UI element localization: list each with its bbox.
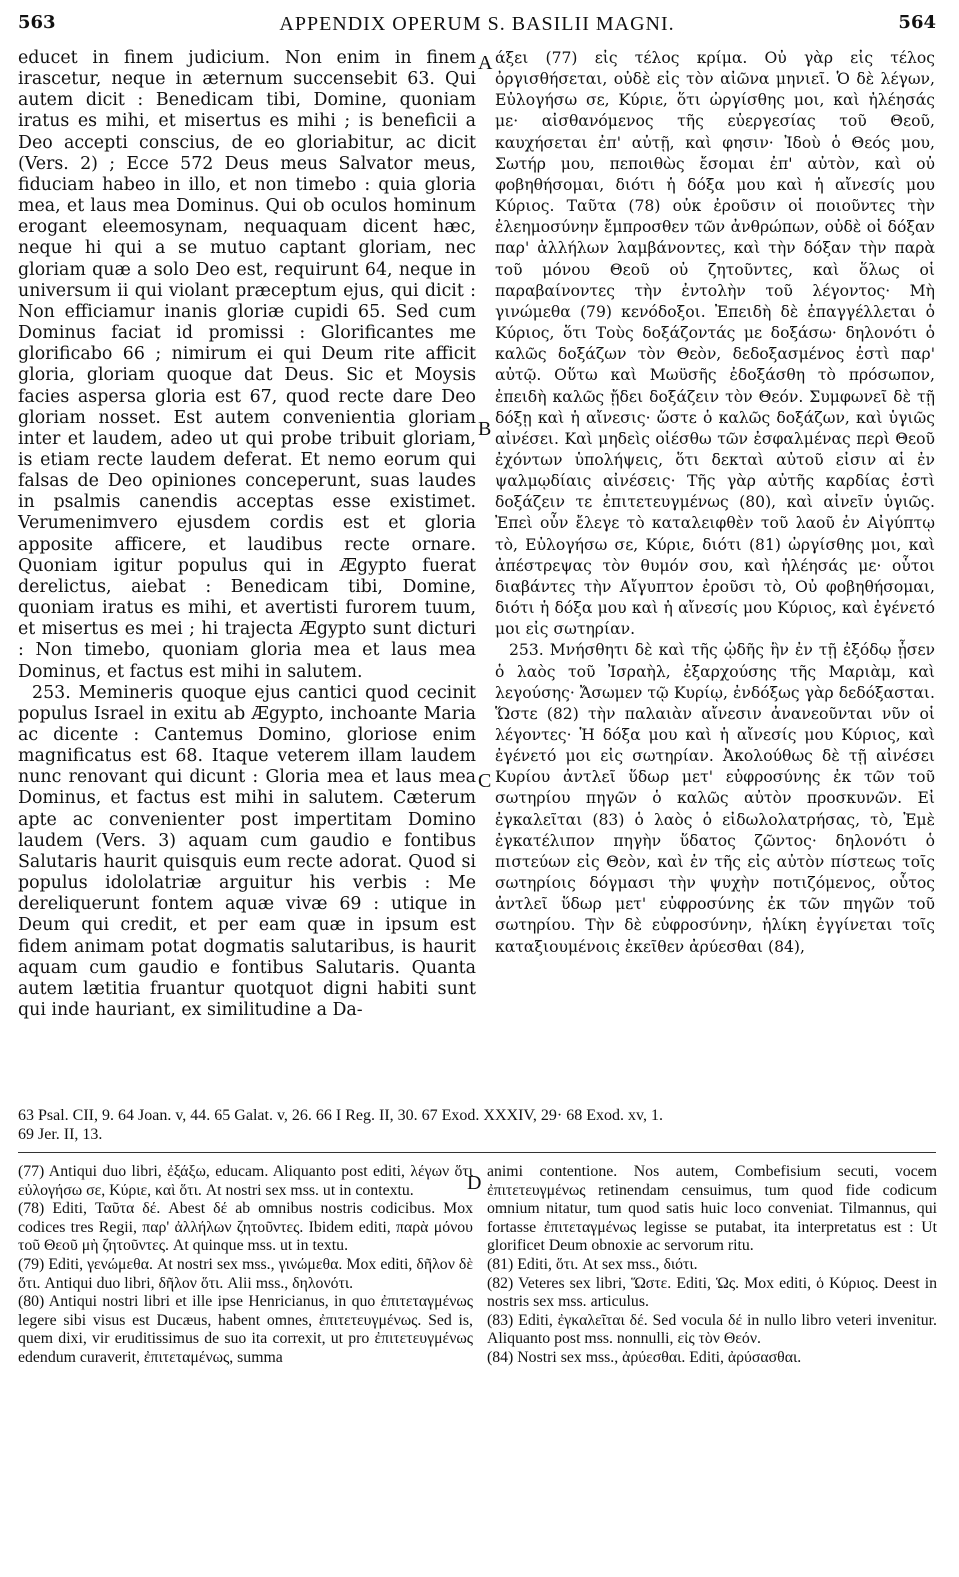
margin-letter-b: B [478, 418, 492, 440]
footnote-line-2: 69 Jer. II, 13. [18, 1126, 103, 1143]
margin-letter-a: A [478, 52, 493, 74]
margin-letter-d: D [467, 1172, 482, 1194]
note-78: (78) Editi, Ταῦτα δέ. Abest δέ ab omnibus nostris codicibus. Mox codices tres Regii, παρ' ἀλλήλων ζητοῦντες. Ibidem editi, παρὰ μόνου τοῦ Θεοῦ μὴ ζητοῦντες. At quinque mss. ut in textu. [18, 1200, 473, 1255]
margin-letter-c: C [478, 770, 492, 792]
critical-notes-left [18, 1163, 473, 1368]
running-title: APPENDIX OPERUM S. BASILII MAGNI. [279, 13, 675, 35]
note-77: (77) Antiqui duo libri, ἐξάξω, educam. Aliquanto post editi, λέγων ὅτι εὐλογήσω σε, Κύριε, καὶ ὅτι. At nostri sex mss. ut in contextu. [18, 1163, 473, 1199]
greek-paragraph-1: άξει (77) εἰς τέλος κρίμα. Οὐ γὰρ εἰς τέλος ὀργισθήσεται, οὐδὲ εἰς τὸν αἰῶνα μηνιεῖ. Ὁ δὲ λέγων, Εὐλογήσω σε, Κύριε, ὅτι ὠργίσθης μοι, καὶ ἠλέησάς με· αἰσθανόμενος τῆς εὐεργεσίας τοῦ Θεοῦ, καυχήσεται ἐπ' αὐτῇ, καὶ φησιν· Ἰδοὺ ὁ Θεός μου, Σωτήρ μου, πεποιθὼς ἔσομαι ἐπ' αὐτὸν, καὶ οὐ φοβηθήσομαι, διότι ἡ δόξα μου καὶ ἡ αἴνεσίς μου Κύριος. Ταῦτα (78) οὐκ ἐροῦσιν οἱ ποιοῦντες τὴν ἐλεημοσύνην ἔμπροσθεν τῶν ἀνθρώπων, οὐδὲ οἱ δόξαν παρ' ἀλλήλων λαμβάνοντες, καὶ τὴν δόξαν τὴν παρὰ τοῦ μόνου Θεοῦ οὐ ζητοῦντες, καὶ ὅλως οἱ παραβαίνοντες τὴν ἐντολὴν τοῦ λέγοντος· Μὴ γινώμεθα (79) κενόδοξοι. Ἐπειδὴ δὲ ἐπαγγέλλεται ὁ Κύριος, ὅτι Τοὺς δοξάζοντάς με δοξάσω· δηλονότι ὁ καλῶς δοξάζων τὸν Θεὸν, δεδοξασμένος ἐστὶ παρ' αὐτῷ. Οὕτω καὶ Μωϋσῆς ἐδοξάσθη τὸ πρόσωπον, ἐπειδὴ καλῶς ᾔδει δοξάζειν τὸν Θεόν. Συμφωνεῖ δὲ τῇ δόξῃ καὶ ἡ αἴνεσις· ὥστε ὁ καλῶς δοξάζων, καὶ ὑγιῶς αἰνέσει. Καὶ μηδεὶς οἰέσθω τῶν ἐσφαλμένας περὶ Θεοῦ ἐχόντων ὑπολήψεις, ὅτι δεκταὶ αὐτοῦ εἰσιν αἱ ἐν ψαλμῳδίαις αἰνέσεις· Τῆς γὰρ αὐτῆς καρδίας ἐστὶ δοξάζειν τε ἐπιτετευγμένως (80), καὶ αἰνεῖν ὑγιῶς. Ἐπεὶ οὖν ἔλεγε τὸ καταλειφθὲν τοῦ λαοῦ ἐν Αἰγύπτῳ τὸ, Εὐλογήσω σε, Κύριε, διότι (81) ὠργίσθης μοι, καὶ ἀπέστρεψας τὸν θυμόν σου, καὶ ἠλέησάς με· οὗτοι διαβάντες τὴν Αἴγυπτον ἐροῦσι τὸ, Οὐ φοβηθήσομαι, διότι ἡ δόξα μου καὶ ἡ αἴνεσίς μου Κύριος, καὶ ἐγένετό μοι εἰς σωτηρίαν. [495, 49, 935, 639]
latin-paragraph-1: educet in finem judicium. Non enim in finem irascetur, neque in æternum succensebit 63. Qui autem dicit : Benedicam tibi, Domine, quoniam iratus es mihi, et misertus es mihi ; is beneficii a Deo accepti conscius, de eo gloriabitur, ac dicit (Vers. 2) ; Ecce 572 Deus meus Salvator meus, fiduciam habeo in illo, et non timebo : quia gloria mea, et laus mea Dominus. Qui ob oculos hominum erogant eleemosynam, nequaquam dicent hæc, neque hi qui a se mutuo captant gloriam, nec gloriam quæ a solo Deo est, requirunt 64, neque in universum ii qui violant præceptum ejus, qui dicit : Non efficiamur inanis gloriæ cupidi 65. Sed cum Dominus faciat id promissi : Glorificantes me glorificabo 66 ; nimirum ei qui Deum rite afficit gloria, gloriam quoque dat Deus. Sic et Moysis facies aspersa gloria est 67, quod recte dare Deo gloriam nosset. Est autem convenientia gloriam inter et laudem, adeo ut qui probe tribuit gloriam, is etiam recte laudem deferat. Et nemo eorum qui falsas de Deo opiniones conceperunt, suas laudes in psalmis canendis acceptas esse existimet. Verumenimvero ejusdem cordis est et gloria apposite afficere, et laudibus recte ornare. Quoniam igitur populus qui in Ægypto fuerat derelictus, aiebat : Benedicam tibi, Domine, quoniam iratus es mihi, et avertisti furorem tuum, et misertus es mei ; hi trajecta Ægypto sunt dicturi : Non timebo, quoniam gloria mea et laus mea Dominus, et factus est mihi in salutem. [18, 48, 476, 682]
note-81: (81) Editi, ὅτι. At sex mss., διότι. [487, 1255, 698, 1273]
greek-paragraph-2: 253. Μνήσθητι δὲ καὶ τῆς ᾠδῆς ἣν ἐν τῇ ἐξόδῳ ᾖσεν ὁ λαὸς τοῦ Ἰσραὴλ, ἐξαρχούσης τῆς Μαριὰμ, καὶ λεγούσης· Ἄσωμεν τῷ Κυρίῳ, ἐνδόξως γὰρ δεδόξασται. Ὥστε (82) τὴν παλαιὰν αἴνεσιν ἀνανεοῦνται νῦν οἱ λέγοντες· Ἡ δόξα μου καὶ ἡ αἴνεσίς μου Κύριος, καὶ ἐγένετό μοι εἰς σωτηρίαν. Ἀκολούθως δὲ τῇ αἰνέσει Κυρίου ἀντλεῖ ὕδωρ μετ' εὐφροσύνης ἐκ τῶν τοῦ σωτηρίου πηγῶν ὁ καλῶς αὐτὸν προσκυνῶν. Εἰ ἐγκαλεῖται (83) ὁ λαὸς ὁ εἰδωλολατρήσας, τὸ, Ἐμὲ ἐγκατέλιπον πηγὴν ὕδατος ζῶντος· δηλονότι ὁ πιστεύων εἰς Θεὸν, καὶ ἐν τῆς εἰς αὐτὸν πίστεως τοῖς σωτηρίοις δόγμασι τὴν ψυχὴν ποτιζόμενος, οὗτος ἀντλεῖ ὕδωρ μετ' εὐφροσύνης ἐκ τῶν πηγῶν τοῦ σωτηρίου. Τὴν δὲ εὐφροσύνην, ἡλίκη ἐγγίνεται τοῖς καταξιουμένοις ἐκεῖθεν ἀρύεσθαι (84), [495, 641, 935, 956]
note-82: (82) Veteres sex libri, Ὥστε. Editi, Ὡς. Mox editi, ὁ Κύριος. Deest in nostris sex mss. articulus. [487, 1274, 937, 1311]
note-80-continued: animi contentione. Nos autem, Combefisium secuti, vocem ἐπιτετευγμένως retinendam censuimus, tum quod fide codicum omnium nitatur, tum quod satis huic loco conveniat. Tilmannus, qui fortasse ἐπιτεταγμένως legisse se putabat, ita interpretatus est : Ut glorificet Deum obnoxie ac servorum ritu. [487, 1163, 937, 1255]
latin-column [18, 48, 476, 1021]
running-header [18, 12, 936, 40]
footnote-divider [18, 1152, 936, 1153]
note-83: (83) Editi, ἐγκαλεῖται δέ. Sed vocula δέ in nullo libro veteri invenitur. Aliquanto post mss. nonnulli, εἰς τὸν Θεόν. [487, 1311, 937, 1348]
note-79: (79) Editi, γενώμεθα. At nostri sex mss., γινώμεθα. Mox editi, δῆλον δὲ ὅτι. Antiqui duo libri, δῆλον ὅτι. Alii mss., δηλονότι. [18, 1255, 473, 1292]
scripture-footnotes [18, 1106, 936, 1144]
greek-column [495, 48, 935, 958]
latin-paragraph-2: 253. Memineris quoque ejus cantici quod cecinit populus Israel in exitu ab Ægypto, inchoante Maria ac dicente : Cantemus Domino, gloriose enim magnificatus est 68. Itaque veterem illam laudem nunc renovant qui dicunt : Gloria mea et laus mea Dominus, et factus est mihi in salutem. Cæterum apte ac convenienter post impertitam Domino laudem (Vers. 3) aquam cum gaudio e fontibus Salutaris haurit quisquis eum recte adorat. Quod si populus idololatriæ arguitur his verbis : Me dereliquerunt fontem aquæ vivæ 69 : utique in Deum qui credit, et per eam quæ in ipsum est fidem animam potat dogmatis salutaribus, is haurit aquam cum gaudio e fontibus Salutaris. Quanta autem lætitia fruantur quotquot digni habiti sunt qui inde hauriant, ex similitudine a Da- [18, 682, 476, 1021]
page-number-left: 563 [18, 12, 56, 33]
page-number-right: 564 [898, 12, 936, 33]
footnote-line-1: 63 Psal. CII, 9. 64 Joan. v, 44. 65 Galat. v, 26. 66 I Reg. II, 30. 67 Exod. XXXIV, 29· 68 Exod. xv, 1. [18, 1107, 663, 1124]
critical-notes-right [487, 1163, 937, 1368]
note-80: (80) Antiqui nostri libri et ille ipse Henricianus, in quo ἐπιτεταγμένως legere sibi visus est Ducæus, habent omnes, ἐπιτετευγμένως. Sed is, quem dixi, vir eruditissimus de suo ita correxit, ut pro ἐπιτετευγμένως edendum curaverit, ἐπιτεταμένως, summa [18, 1293, 473, 1366]
note-84: (84) Nostri sex mss., ἀρύεσθαι. Editi, ἀρύσασθαι. [487, 1348, 802, 1366]
